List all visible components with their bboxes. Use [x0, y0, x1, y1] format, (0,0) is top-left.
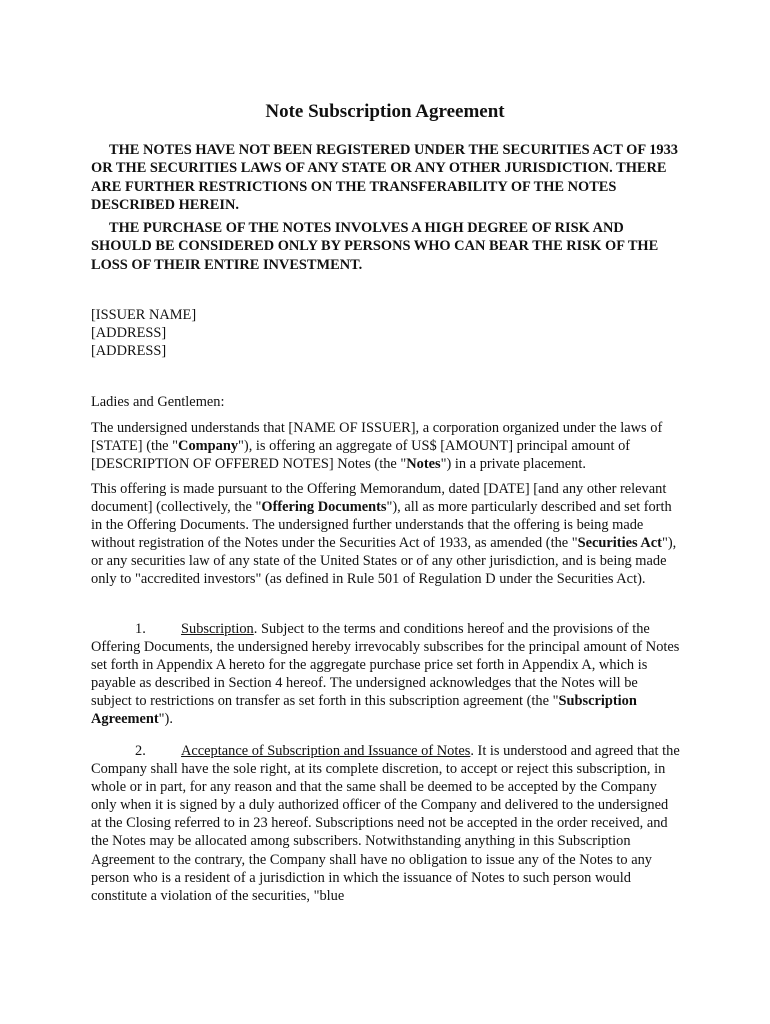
defined-term-company: Company — [178, 438, 239, 455]
text-run: . It is understood and agreed that the Company shall have the sole right, at its complete discretion, to accept or reject this subscription, in whole or in part, for any reason and that the same shall be deemed to be accepted by the Company only when it is signed by a duly authorized officer of the Company and delivered to the undersigned at the Closing referred to in 23 hereof. Subscriptions need not be accepted in the order received, and the Notes may be allocated among subscribers. Notwithstanding anything in this Subscription Agreement to the contrary, the Company shall have no obligation to issue any of the Notes to any person who is a resident of a jurisdiction in which the issuance of Notes to such person would constitute a violation of the securities, "blue — [91, 743, 680, 904]
text-run: "). — [158, 711, 173, 728]
address-block — [91, 306, 196, 361]
text-run: ") in a private placement. — [440, 456, 586, 473]
text-run: . Subject to the terms and conditions hereof and the provisions of the Offering Documents, the undersigned hereby irrevocably subscribes for the principal amount of Notes set forth in Appendix A hereto for the aggregate purchase price set forth in Appendix A, which is payable as described in Section 4 hereof. The undersigned acknowledges that the Notes will be subject to restrictions on transfer as set forth in this subscription agreement (the " — [91, 621, 680, 710]
address-line-issuer: [ISSUER NAME] — [91, 307, 197, 323]
paragraph-offering-memorandum — [91, 480, 681, 589]
defined-term-offering-documents: Offering Documents — [261, 499, 387, 516]
text-run: "), or any securities law of any state of the United States or of any other jurisdiction, and is being made only to "accredited investors" (as defined in Rule 501 of Regulation D under the Securities Act). — [91, 535, 677, 588]
defined-term-notes: Notes — [406, 456, 441, 473]
section-1-subscription — [91, 620, 681, 729]
text-run: "), all as more particularly described and set forth in the Offering Documents. The undersigned further understands that the offering is being made without registration of the Notes under the Securities Act of 1933, as amended (the " — [91, 499, 672, 552]
section-number: 1. — [135, 621, 146, 637]
address-line-2: [ADDRESS] — [91, 343, 167, 360]
text-run: The undersigned understands that [NAME OF ISSUER], a corporation organized under the laws of [STATE] (the " — [91, 420, 663, 455]
risk-warning: THE PURCHASE OF THE NOTES INVOLVES A HIGH DEGREE OF RISK AND SHOULD BE CONSIDERED ONLY BY PERSONS WHO CAN BEAR THE RISK OF THE LOSS OF THEIR ENTIRE INVESTMENT. — [91, 220, 659, 273]
salutation: Ladies and Gentlemen: — [91, 394, 225, 410]
address-line-1: [ADDRESS] — [91, 325, 167, 342]
page-title: Note Subscription Agreement — [265, 101, 505, 122]
section-heading: Acceptance of Subscription and Issuance of Notes — [181, 743, 471, 759]
paragraph-offering-intro — [91, 419, 681, 473]
defined-term-subscription-agreement: Subscription Agreement — [91, 693, 637, 728]
section-heading: Subscription — [181, 621, 254, 637]
section-number: 2. — [135, 743, 146, 759]
text-run: This offering is made pursuant to the Offering Memorandum, dated [DATE] [and any other relevant document] (collectively, the " — [91, 481, 667, 516]
registration-warning: THE NOTES HAVE NOT BEEN REGISTERED UNDER THE SECURITIES ACT OF 1933 OR THE SECURITIES LAWS OF ANY STATE OR ANY OTHER JURISDICTION. THERE ARE FURTHER RESTRICTIONS ON THE TRANSFERABILITY OF THE NOTES DESCRIBED HEREIN. — [91, 142, 678, 214]
text-run: "), is offering an aggregate of US$ [AMOUNT] principal amount of [DESCRIPTION OF OFFERED NOTES] Notes (the " — [91, 438, 631, 473]
defined-term-securities-act: Securities Act — [577, 535, 662, 552]
section-2-acceptance — [91, 742, 681, 905]
